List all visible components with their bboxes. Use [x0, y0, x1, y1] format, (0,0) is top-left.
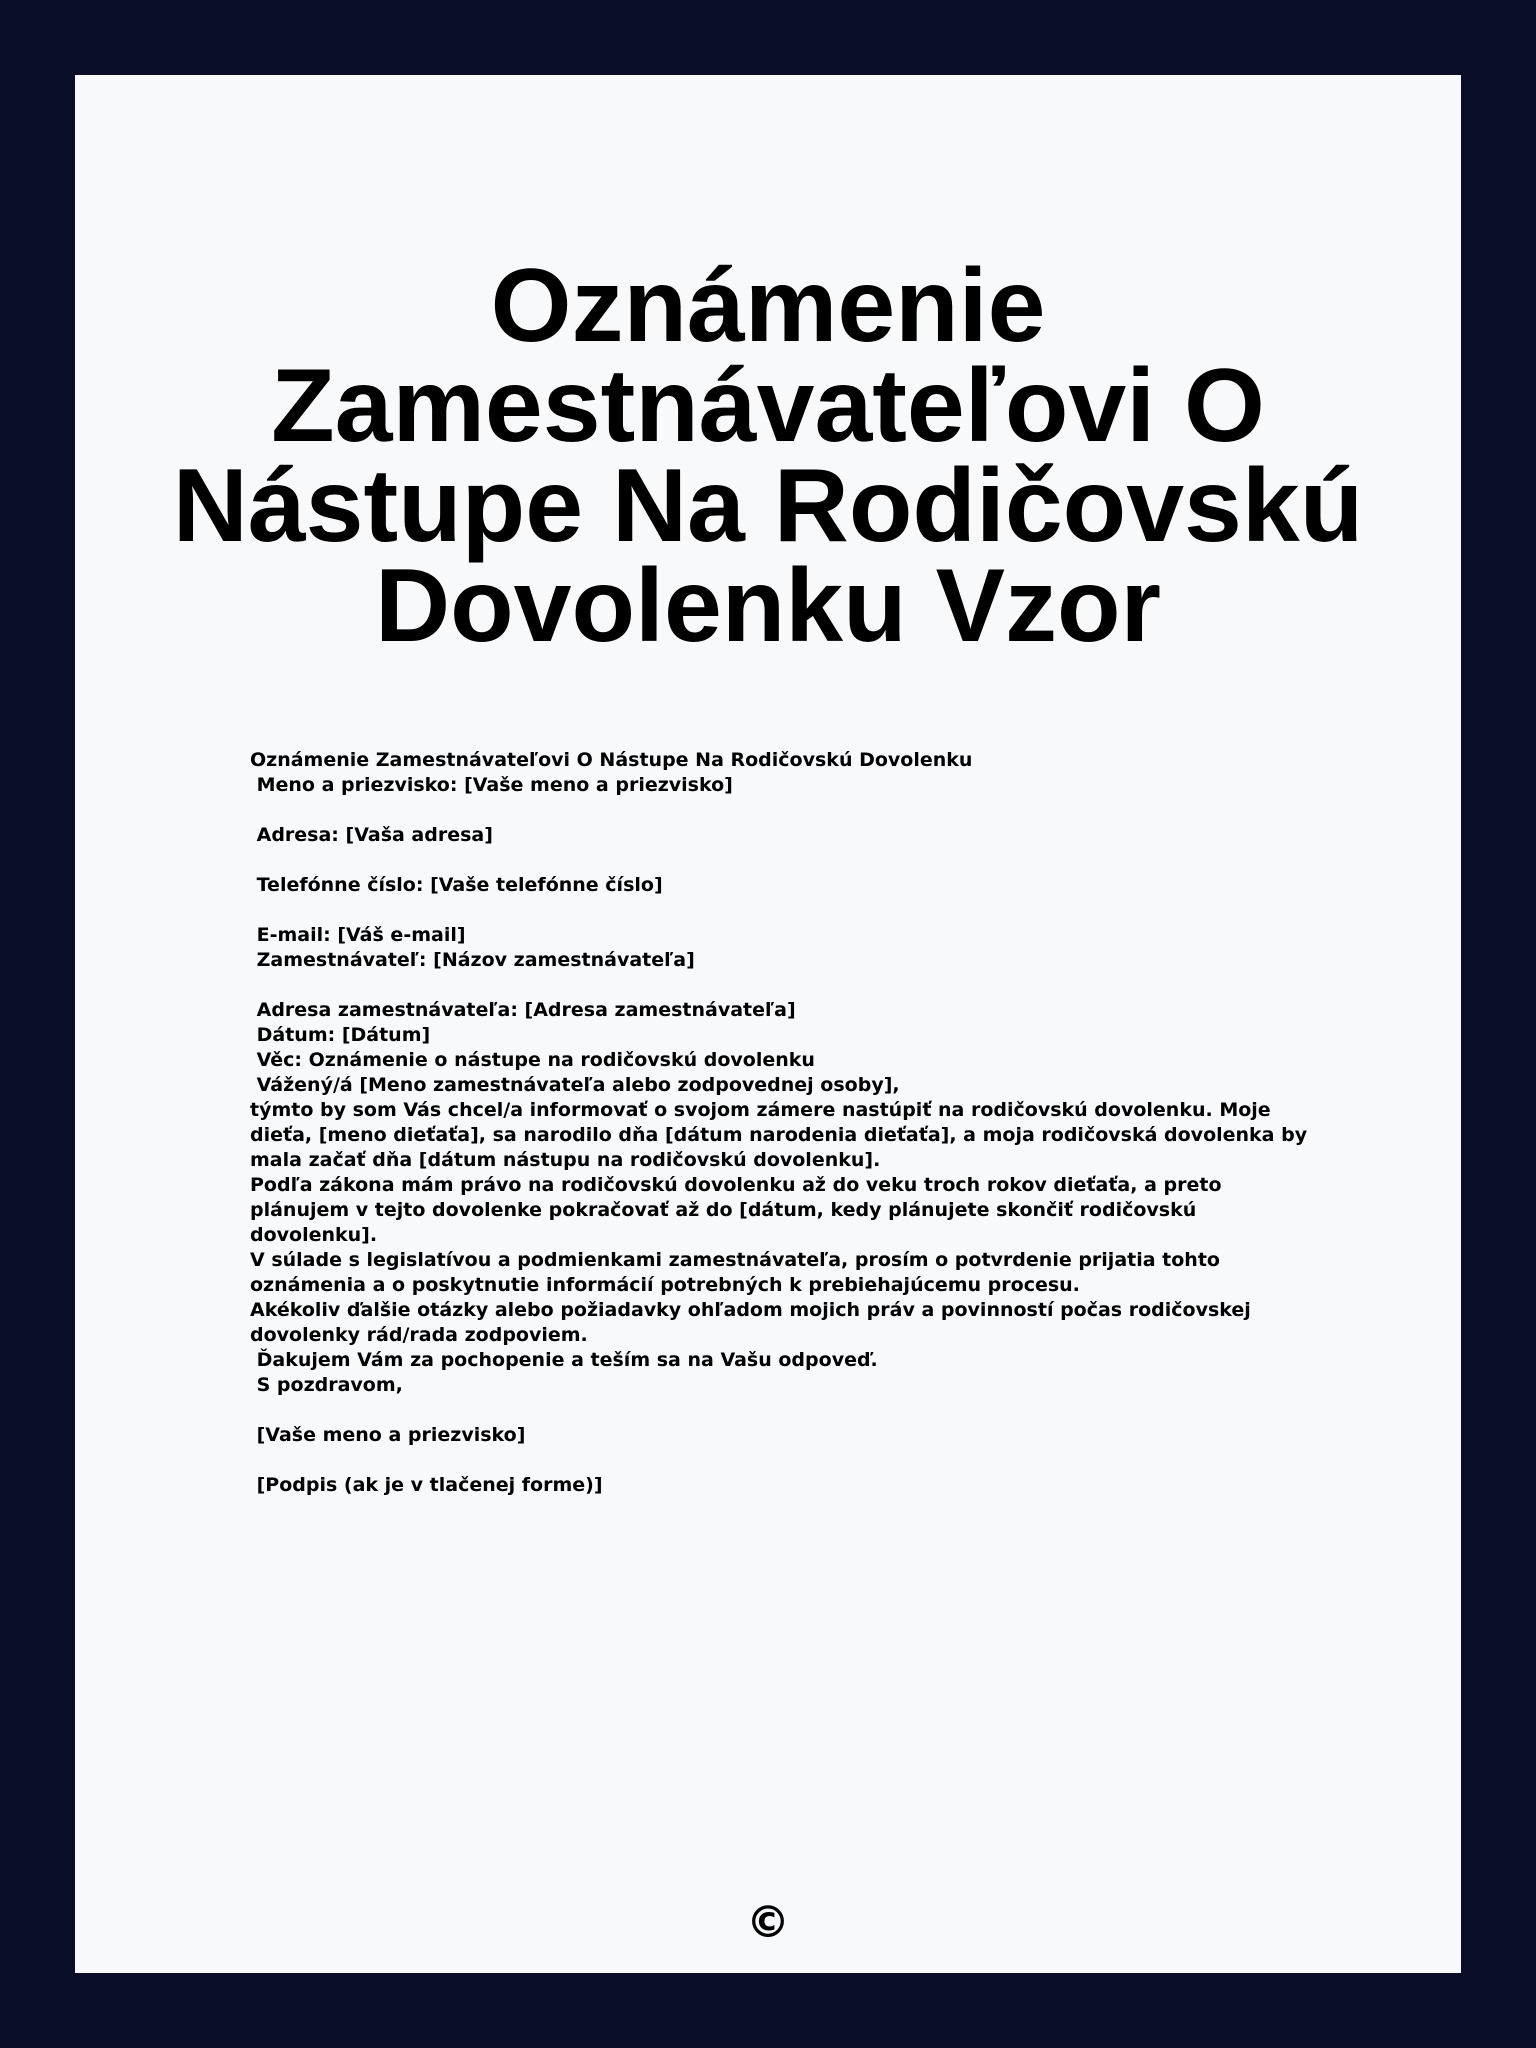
body-paragraph: Podľa zákona mám právo na rodičovskú dovolenku až do veku troch rokov dieťaťa, a preto plánujem v tejto dovolenke pokračovať až do [dátum, kedy plánujete skončiť rodičovskú dovolenku]. — [250, 1174, 1222, 1246]
body-paragraph: týmto by som Vás chcel/a informovať o svojom zámere nastúpiť na rodičovskú dovolenku. Moje dieťa, [meno dieťaťa], sa narodilo dňa [dátum narodenia dieťaťa], a moja rodičovská dovolenka by mala začať dňa [dátum nástupu na rodičovskú dovolenku]. — [250, 1099, 1308, 1171]
blank-line — [250, 898, 1310, 923]
thanks-line: Ďakujem Vám za pochopenie a teším sa na Vašu odpoveď. — [250, 1349, 878, 1371]
sender-address-line: Adresa: [Vaša adresa] — [250, 824, 493, 846]
subject-line: Věc: Oznámenie o nástupe na rodičovskú dovolenku — [250, 1049, 815, 1071]
letter-body — [250, 748, 1310, 1498]
blank-line — [250, 1448, 1310, 1473]
closing-line: S pozdravom, — [250, 1374, 403, 1396]
blank-line — [250, 848, 1310, 873]
letter-heading: Oznámenie Zamestnávateľovi O Nástupe Na Rodičovskú Dovolenku — [250, 749, 973, 771]
salutation-line: Vážený/á [Meno zamestnávateľa alebo zodpovednej osoby], — [250, 1074, 900, 1096]
signature-line: [Podpis (ak je v tlačenej forme)] — [250, 1474, 603, 1496]
sender-name-line: Meno a priezvisko: [Vaše meno a priezvisko] — [250, 774, 733, 796]
document-page — [75, 75, 1461, 1973]
employer-name-line: Zamestnávateľ: [Názov zamestnávateľa] — [250, 949, 695, 971]
signature-name-line: [Vaše meno a priezvisko] — [250, 1424, 526, 1446]
sender-phone-line: Telefónne číslo: [Vaše telefónne číslo] — [250, 874, 663, 896]
blank-line — [250, 1398, 1310, 1423]
body-paragraph: V súlade s legislatívou a podmienkami zamestnávateľa, prosím o potvrdenie prijatia tohto oznámenia a o poskytnutie informácií potrebných k prebiehajúcemu procesu. — [250, 1249, 1220, 1296]
body-paragraph: Akékoliv ďalšie otázky alebo požiadavky ohľadom mojich práv a povinností počas rodičovskej dovolenky rád/rada zodpoviem. — [250, 1299, 1251, 1346]
blank-line — [250, 973, 1310, 998]
employer-address-line: Adresa zamestnávateľa: [Adresa zamestnávateľa] — [250, 999, 796, 1021]
sender-email-line: E-mail: [Váš e-mail] — [250, 924, 466, 946]
copyright-icon: © — [746, 1897, 790, 1948]
date-line: Dátum: [Dátum] — [250, 1024, 431, 1046]
blank-line — [250, 798, 1310, 823]
document-title: Oznámenie Zamestnávateľovi O Nástupe Na Rodičovskú Dovolenku Vzor — [172, 248, 1364, 664]
